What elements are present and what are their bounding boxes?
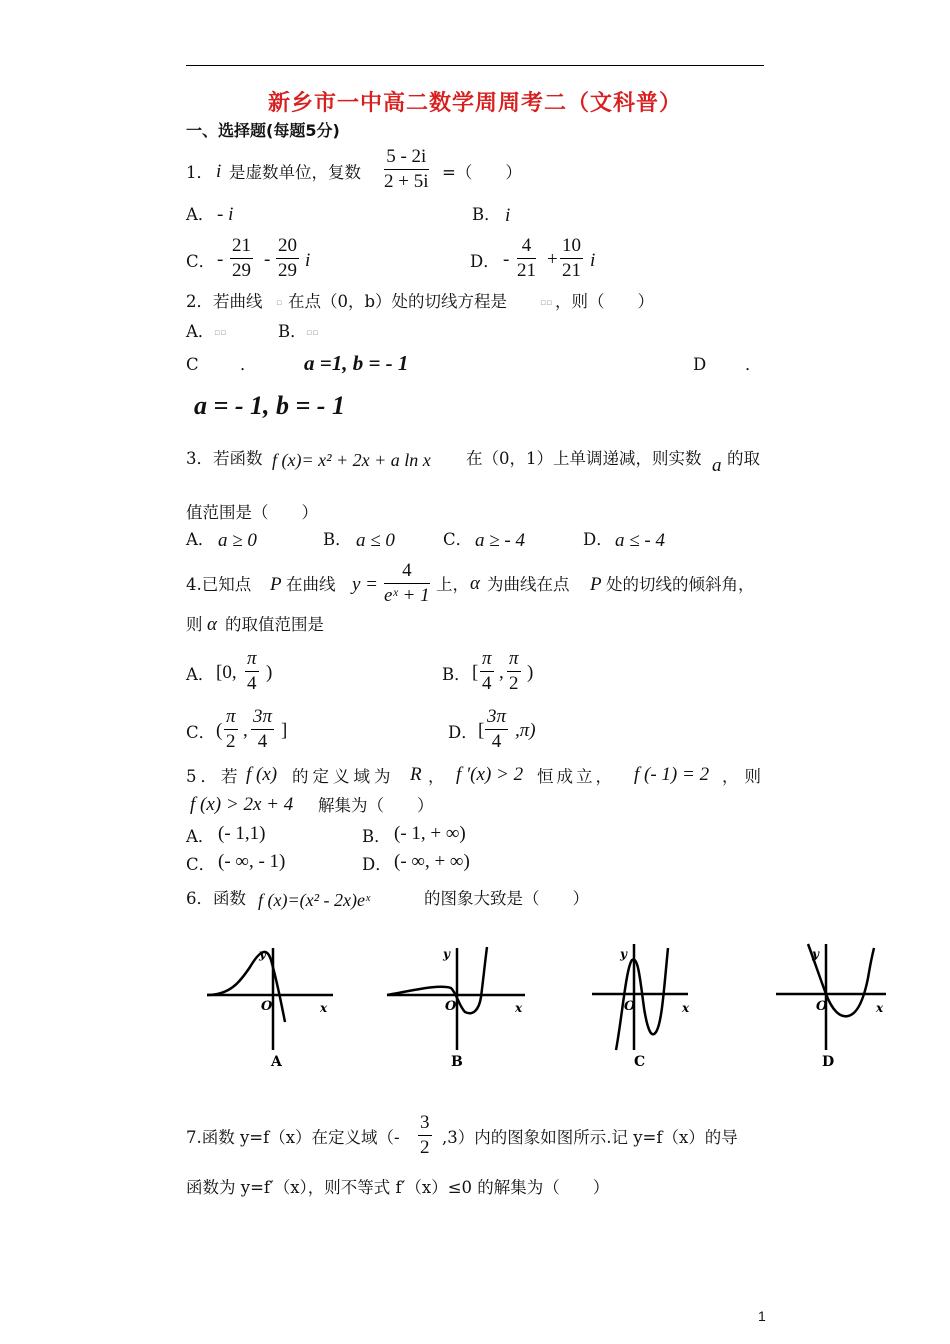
- top-rule: [186, 65, 764, 66]
- svg-text:O: O: [816, 999, 828, 1014]
- fraction: $\frac{5 - 2i}{2 + 5i}$: [384, 146, 429, 192]
- svg-text:x: x: [876, 1001, 884, 1015]
- svg-text:O: O: [261, 999, 273, 1014]
- svg-text:O: O: [624, 999, 636, 1014]
- page-number: 1: [758, 1308, 766, 1324]
- graph-c[interactable]: [590, 938, 700, 1072]
- missing-image: ▫▫: [214, 328, 227, 338]
- svg-text:x: x: [515, 1001, 523, 1015]
- svg-text:A: A: [271, 1054, 282, 1070]
- svg-text:x: x: [320, 1001, 328, 1015]
- svg-text:y: y: [620, 947, 627, 961]
- svg-text:y: y: [812, 947, 819, 961]
- graph-b[interactable]: [385, 942, 535, 1072]
- svg-text:y: y: [259, 947, 266, 961]
- page-title: 新乡市一中高二数学周周考二（文科普）: [267, 91, 682, 116]
- svg-text:C: C: [634, 1054, 646, 1070]
- svg-text:B: B: [451, 1054, 463, 1070]
- missing-image: ▫▫: [540, 298, 553, 308]
- graph-a[interactable]: [205, 942, 345, 1072]
- section-heading: 一、选择题(每题5分): [186, 121, 340, 140]
- svg-text:O: O: [445, 999, 457, 1014]
- svg-text:D: D: [822, 1054, 835, 1070]
- svg-text:x: x: [682, 1001, 690, 1015]
- missing-image: ▫▫: [306, 328, 319, 338]
- svg-text:y: y: [443, 947, 450, 961]
- graph-d[interactable]: [772, 938, 892, 1072]
- missing-image: ▫: [276, 298, 283, 308]
